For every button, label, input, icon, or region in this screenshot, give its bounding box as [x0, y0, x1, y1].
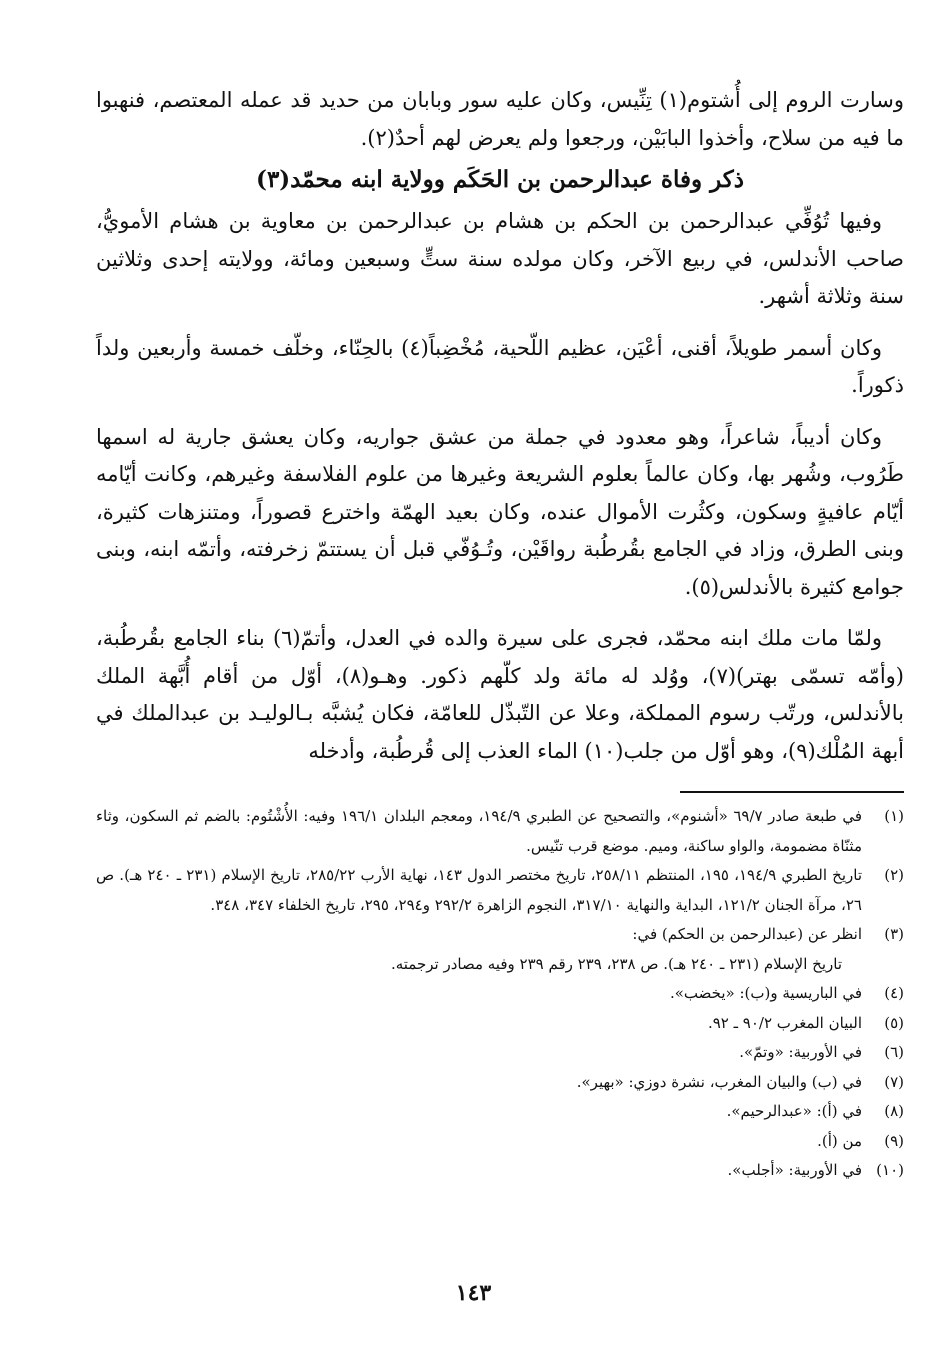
footnote-number: (٥): [884, 1013, 904, 1032]
paragraph-1: [96, 82, 904, 157]
footnote: [96, 1127, 904, 1157]
footnote-number: (٤): [884, 984, 904, 1002]
footnote-number: (٧): [884, 1072, 904, 1091]
footnote: [96, 979, 904, 1009]
footnote-text: تاريخ الطبري ١٩٤/٩، ١٩٥، المنتظم ٢٥٨/١١، تاريخ مختصر الدول ١٤٣، نهاية الأرب ٢٨٥/٢٢، تاريخ الإسلام (٢٣١ ـ ٢٤٠ هـ). ص ٢٦، مرآة الجنان ١٢١/٢، البداية والنهاية ٣١٧/١٠، النجوم الزاهرة ٢٩٢/٢ و٢٩٤، ٢٩٥، تاريخ الخلفاء ٣٤٧، ٣٤٨.: [96, 866, 863, 914]
footnote-text: في الأوربية: «وتمّ».: [739, 1043, 862, 1061]
paragraph-2: وفيها تُوُفِّي عبدالرحمن بن الحكم بن هشام بن عبدالرحمن بن معاوية بن هشام الأمويُّ، صاحب الأندلس، في ربيع الآخر، وكان مولده سنة ستٍّ وسبعين ومائة، وولايته إحدى وثلاثين سنة وثلاثة أشهر.: [96, 209, 904, 308]
page-number: ١٤٣: [455, 1280, 492, 1306]
footnote-number: (٢): [884, 866, 904, 884]
footnote-number: (٩): [884, 1131, 904, 1150]
footnote: [96, 920, 904, 979]
footnote-text: في طبعة صادر ٦٩/٧ «أشنوم»، والتصحيح عن الطبري ١٩٤/٩، ومعجم البلدان ١٩٦/١ وفيه: الأُشْتُوم: بالضم ثم السكون، وثاء مثنّاة مضمومة، والواو ساكنة، وميم. موضع قرب تنّيس.: [96, 807, 862, 855]
footnote: [96, 1068, 904, 1098]
footnotes: [96, 802, 904, 1186]
footnote-number: (١٠): [876, 1161, 904, 1179]
paragraph-1-line-1: وسارت الروم إلى أُشتوم(١) تِنِّيس، وكان عليه سور وبابان من حديد قد عمله: [239, 88, 904, 112]
footnote-number: (٦): [884, 1043, 904, 1061]
footnote: [96, 861, 904, 920]
footnote-text: في (ب) والبيان المغرب، نشرة دوزي: «بهير».: [576, 1072, 862, 1091]
footnote-divider: [680, 791, 904, 793]
footnote-text: [96, 920, 862, 979]
paragraph-1-line-2: المعتصم، فنهبوا ما فيه من سلاح، وأخذوا البابَيْن، ورجعوا ولم يعرض لهم أحدٌ(٢).: [96, 88, 904, 150]
footnote-text: في الأوربية: «أجلب».: [727, 1161, 862, 1179]
footnote-subline: تاريخ الإسلام (٢٣١ ـ ٢٤٠ هـ). ص ٢٣٨، ٢٣٩ رقم ٢٣٩ وفيه مصادر ترجمته.: [390, 954, 842, 973]
footnote-text: البيان المغرب ٩٠/٢ ـ ٩٢.: [707, 1013, 862, 1032]
footnote-text: في الباريسية و(ب): «يخضب».: [669, 984, 862, 1002]
footnote-number: (١): [884, 807, 904, 825]
section-heading: ذكر وفاة عبدالرحمن بن الحَكَم وولاية ابنه محمّد(٣): [256, 166, 744, 193]
footnote: [96, 1009, 904, 1039]
footnote-text-line: انظر عن (عبدالرحمن بن الحكم) في:: [632, 925, 862, 943]
footnote-text: في (أ): «عبدالرحيم».: [726, 1102, 862, 1120]
footnote: [96, 1038, 904, 1068]
footnote-number: (٣): [884, 925, 904, 943]
footnote-text: من (أ).: [817, 1131, 862, 1150]
paragraph-3: وكان أسمر طويلاً، أقنى، أعْيَن، عظيم اللّحية، مُخْضِباً(٤) بالحِنّاء، وخلّف خمسة وأربعين ولداً ذكوراً.: [96, 335, 904, 397]
footnote: [96, 1156, 904, 1186]
footnote: [96, 1097, 904, 1127]
footnote-number: (٨): [884, 1102, 904, 1120]
footnote: [96, 802, 904, 861]
paragraph-4: وكان أديباً، شاعراً، وهو معدود في جملة من عشق جواريه، وكان يعشق جارية له اسمها طَرُوب، وشُهر بها، وكان عالماً بعلوم الشريعة وغيرها من علوم الفلاسفة وغيرهم، وكانت أيّامه أيّام عافيةٍ وسكون، وكثُرت الأموال عنده، وكان بعيد الهمّة واخترع قصوراً، ومتنزهات كثيرة، وبنى الطرق، وزاد في الجامع بقُرطُبة رواقَيْن، وتُـوُفّي قبل أن يستتمّ زخرفته، وأتمّه ابنه، وبنى جوامع كثيرة بالأندلس(٥).: [96, 424, 904, 599]
main-text: [96, 82, 904, 770]
paragraph-5: ولمّا مات ملك ابنه محمّد، فجرى على سيرة والده في العدل، وأتمّ(٦) بناء الجامع بقُرطُبة، (وأمّه تسمّى بهتر)(٧)، ووُلد له مائة ولد كلّهم ذكور. وهـو(٨)، أوّل من أقام أُبَّهة الملك بالأندلس، ورتّب رسوم المملكة، وعلا عن التّبذّل للعامّة، فكان يُشبَّه بـالوليـد بن عبدالملك في أبهة المُلْك(٩)، وهو أوّل من جلب(١٠) الماء العذب إلى قُرطُبة، وأدخله: [96, 626, 905, 763]
